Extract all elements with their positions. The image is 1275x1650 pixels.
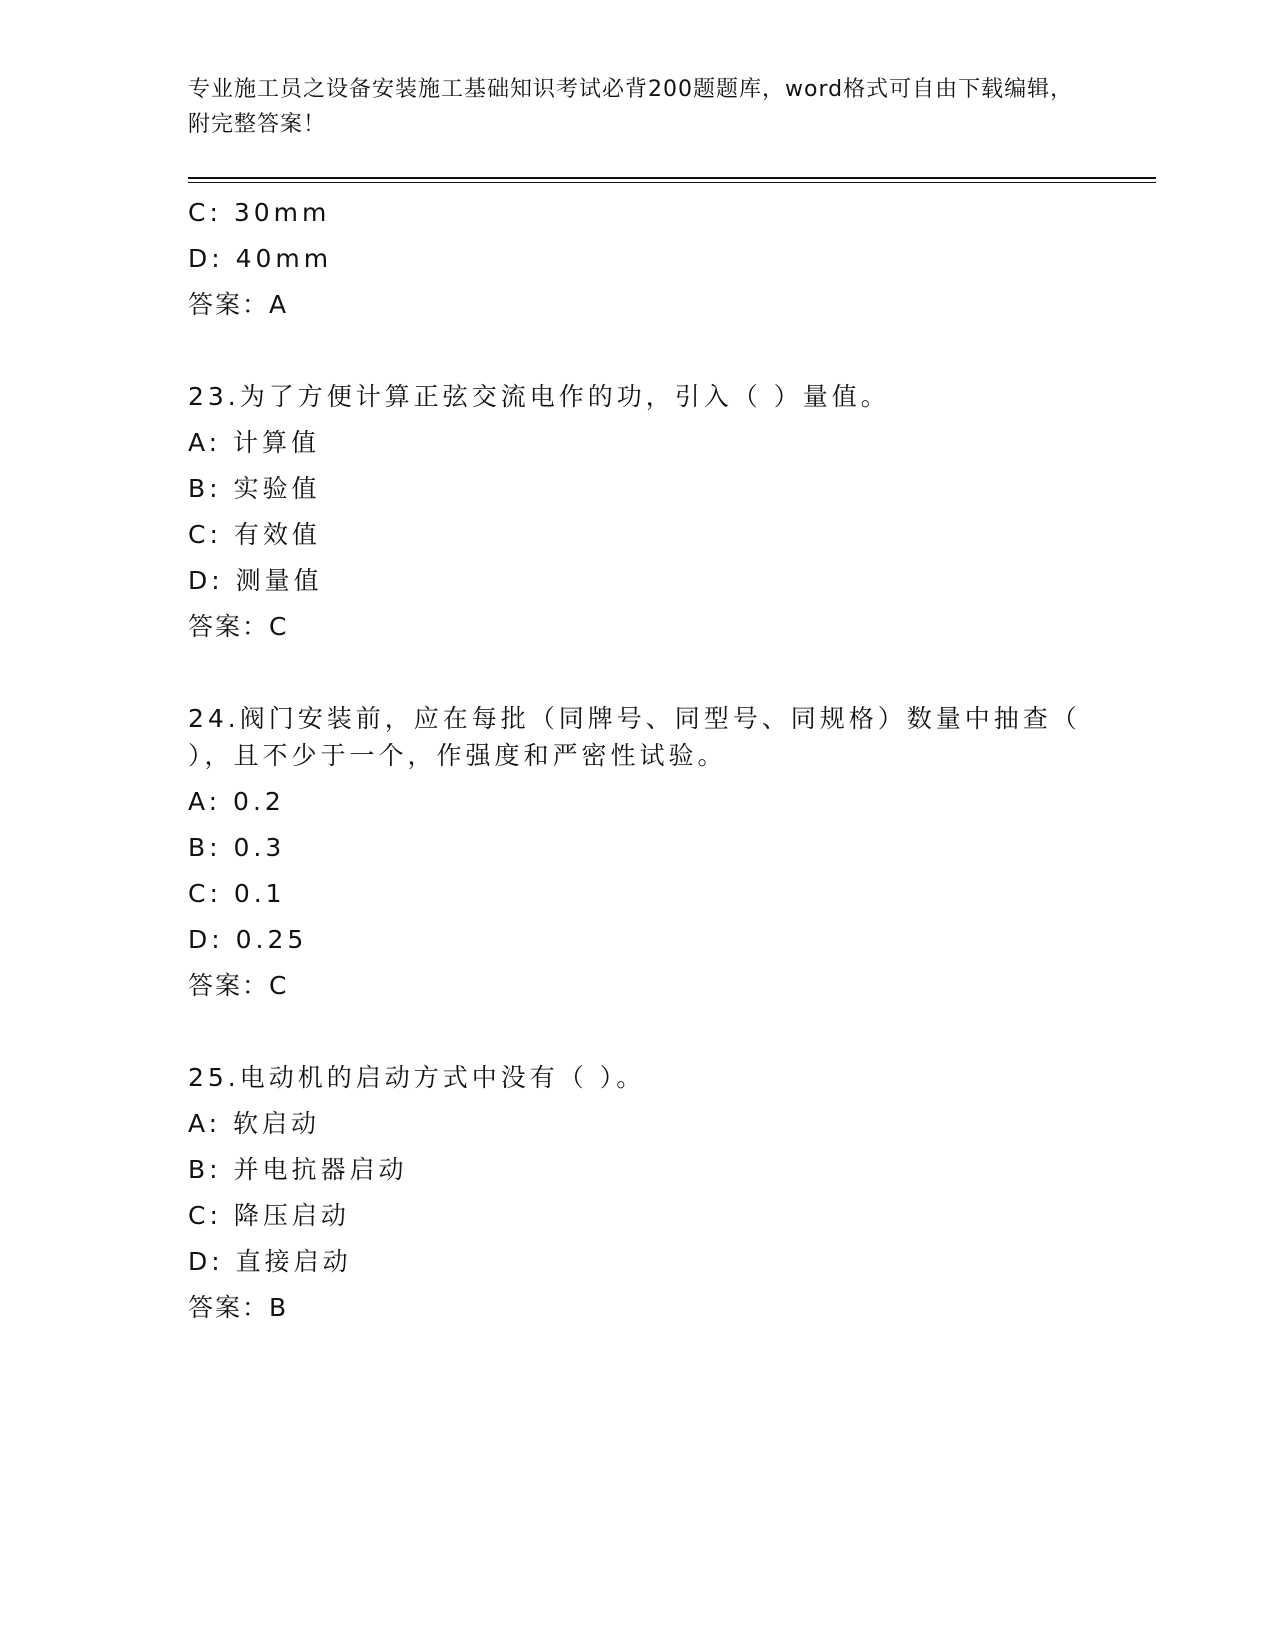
question-24: [188, 696, 1088, 1009]
question-25: [188, 1055, 1088, 1331]
option-a: A: 软启动: [188, 1109, 321, 1138]
answer-line: 答案：B: [188, 1293, 289, 1322]
option-a: A: 计算值: [188, 428, 321, 457]
previous-question-tail: [188, 190, 1088, 328]
option-d: D: 测量值: [188, 566, 323, 595]
answer-line: 答案：A: [188, 290, 289, 319]
option-b: B: 实验值: [188, 474, 321, 503]
question-content: [188, 190, 1088, 1331]
option-b: B: 0.3: [188, 833, 286, 862]
option-a: A: 0.2: [188, 787, 285, 816]
question-stem: 25.电动机的启动方式中没有（ ）。: [188, 1063, 646, 1092]
question-stem: 23.为了方便计算正弦交流电作的功，引入（ ）量值。: [188, 382, 890, 411]
option-d: D: 40mm: [188, 244, 333, 273]
option-c: C: 0.1: [188, 879, 286, 908]
option-c: C: 有效值: [188, 520, 321, 549]
answer-line: 答案：C: [188, 971, 289, 1000]
option-b: B: 并电抗器启动: [188, 1155, 408, 1184]
question-23: [188, 374, 1088, 650]
header-divider-thin: [188, 182, 1156, 183]
answer-line: 答案：C: [188, 612, 289, 641]
option-d: D: 0.25: [188, 925, 308, 954]
option-c: C: 30mm: [188, 198, 331, 227]
question-stem: 24.阀门安装前，应在每批（同牌号、同型号、同规格）数量中抽查（ ），且不少于一个，作强度和严密性试验。: [188, 704, 1081, 770]
option-c: C: 降压启动: [188, 1201, 350, 1230]
option-d: D: 直接启动: [188, 1247, 352, 1276]
header-divider-thick: [188, 177, 1156, 179]
document-header: 专业施工员之设备安装施工基础知识考试必背200题题库，word格式可自由下载编辑，附完整答案！: [188, 77, 1074, 137]
